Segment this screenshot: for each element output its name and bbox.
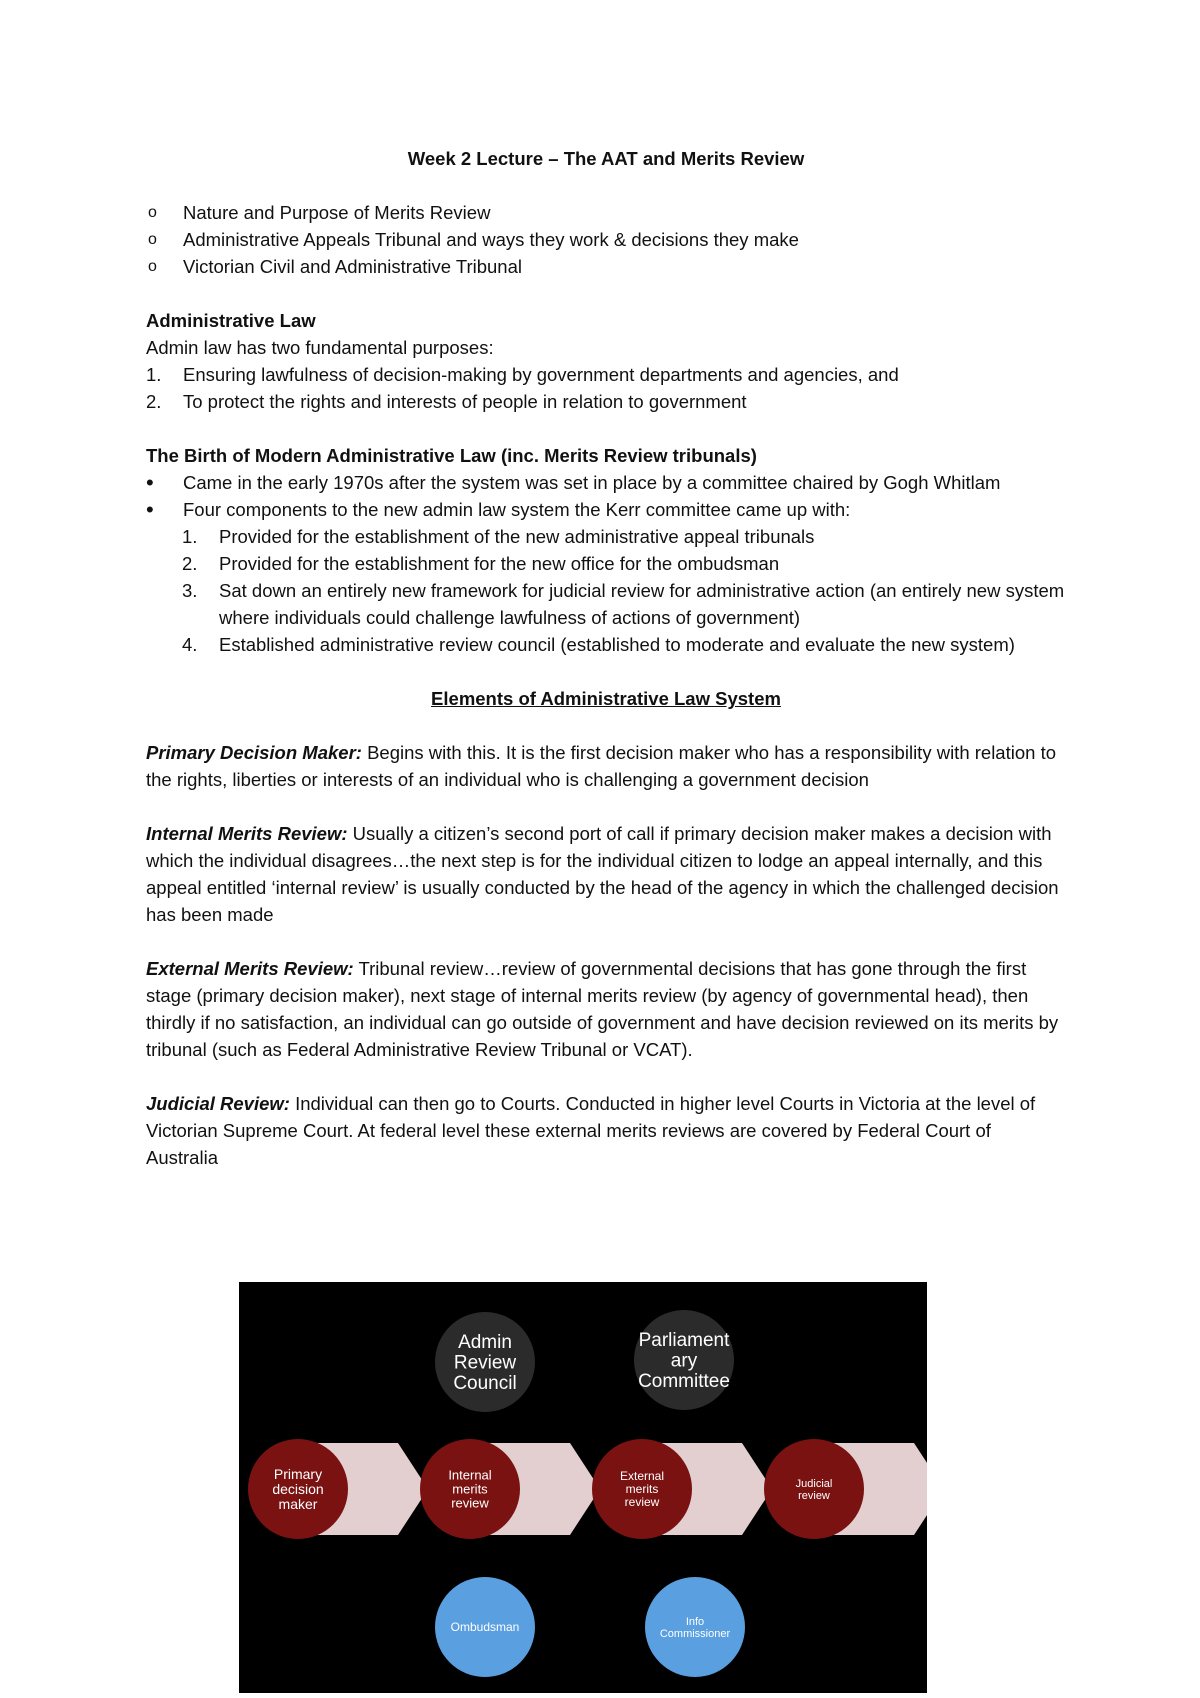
top-node-label: Admin Review Council (453, 1332, 517, 1395)
list-item: 4. Established administrative review council (established to moderate and evaluate the new system) (182, 634, 1015, 655)
page-title: Week 2 Lecture – The AAT and Merits Review (407, 148, 805, 169)
birth-bullets (146, 469, 1066, 523)
list-item: o Victorian Civil and Administrative Tribunal (146, 253, 1066, 280)
bottom-node-label: Ombudsman (450, 1620, 520, 1635)
components-list (182, 523, 1066, 658)
list-item: 1. Ensuring lawfulness of decision-making by government departments and agencies, and (146, 364, 899, 385)
section-heading-birth: The Birth of Modern Administrative Law (inc. Merits Review tribunals) (146, 445, 757, 466)
document-body (146, 145, 1066, 1171)
list-item: 2. To protect the rights and interests of people in relation to government (146, 391, 747, 412)
admin-law-intro: Admin law has two fundamental purposes: (146, 337, 494, 358)
diagram-canvas (239, 1282, 927, 1693)
list-item: • Four components to the new admin law system the Kerr committee came up with: (146, 496, 1066, 523)
admin-law-diagram (239, 1282, 927, 1693)
list-item: 1. Provided for the establishment of the new administrative appeal tribunals (182, 526, 815, 547)
section-heading-elements: Elements of Administrative Law System (431, 688, 781, 709)
stage-label: Internal merits review (448, 1467, 492, 1511)
top-node-label: Parliament ary Committee (638, 1330, 730, 1393)
stage-label: External merits review (619, 1469, 665, 1510)
element-judicial-review: Judicial Review: Individual can then go to Courts. Conducted in higher level Courts in Victoria at the level of Victorian Supreme Court. At federal level these external merits reviews are covered by Federal Court of Australia (146, 1093, 1036, 1168)
list-item: o Administrative Appeals Tribunal and ways they work & decisions they make (146, 226, 1066, 253)
list-item: o Nature and Purpose of Merits Review (146, 199, 1066, 226)
section-heading-admin-law: Administrative Law (146, 310, 316, 331)
stage-label: Primary decision maker (272, 1465, 324, 1513)
list-item: 2. Provided for the establishment for the new office for the ombudsman (182, 553, 780, 574)
element-primary-decision-maker: Primary Decision Maker: Begins with this. It is the first decision maker who has a responsibility with relation to the rights, liberties or interests of an individual who is challenging a government decision (146, 742, 1056, 790)
stage-label: Judicial review (795, 1477, 833, 1502)
intro-list (146, 199, 1066, 280)
purposes-list (146, 361, 1066, 415)
list-item: 3. Sat down an entirely new framework for judicial review for administrative action (an entirely new system where individuals could challenge lawfulness of actions of government) (182, 580, 1065, 628)
element-internal-merits-review: Internal Merits Review: Usually a citizen’s second port of call if primary decision maker makes a decision with which the individual disagrees…the next step is for the individual citizen to lodge an appeal internally, and this appeal entitled ‘internal review’ is usually conducted by the head of the agency in which the challenged decision has been made (146, 823, 1059, 925)
element-external-merits-review: External Merits Review: Tribunal review…review of governmental decisions that has gone through the first stage (primary decision maker), next stage of internal merits review (by agency of governmental head), then thirdly if no satisfaction, an individual can go outside of government and have decision reviewed on its merits by tribunal (such as Federal Administrative Review Tribunal or VCAT). (146, 958, 1059, 1060)
bottom-node-label: Info Commissioner (659, 1615, 731, 1640)
list-item: • Came in the early 1970s after the system was set in place by a committee chaired by Gogh Whitlam (146, 469, 1066, 496)
